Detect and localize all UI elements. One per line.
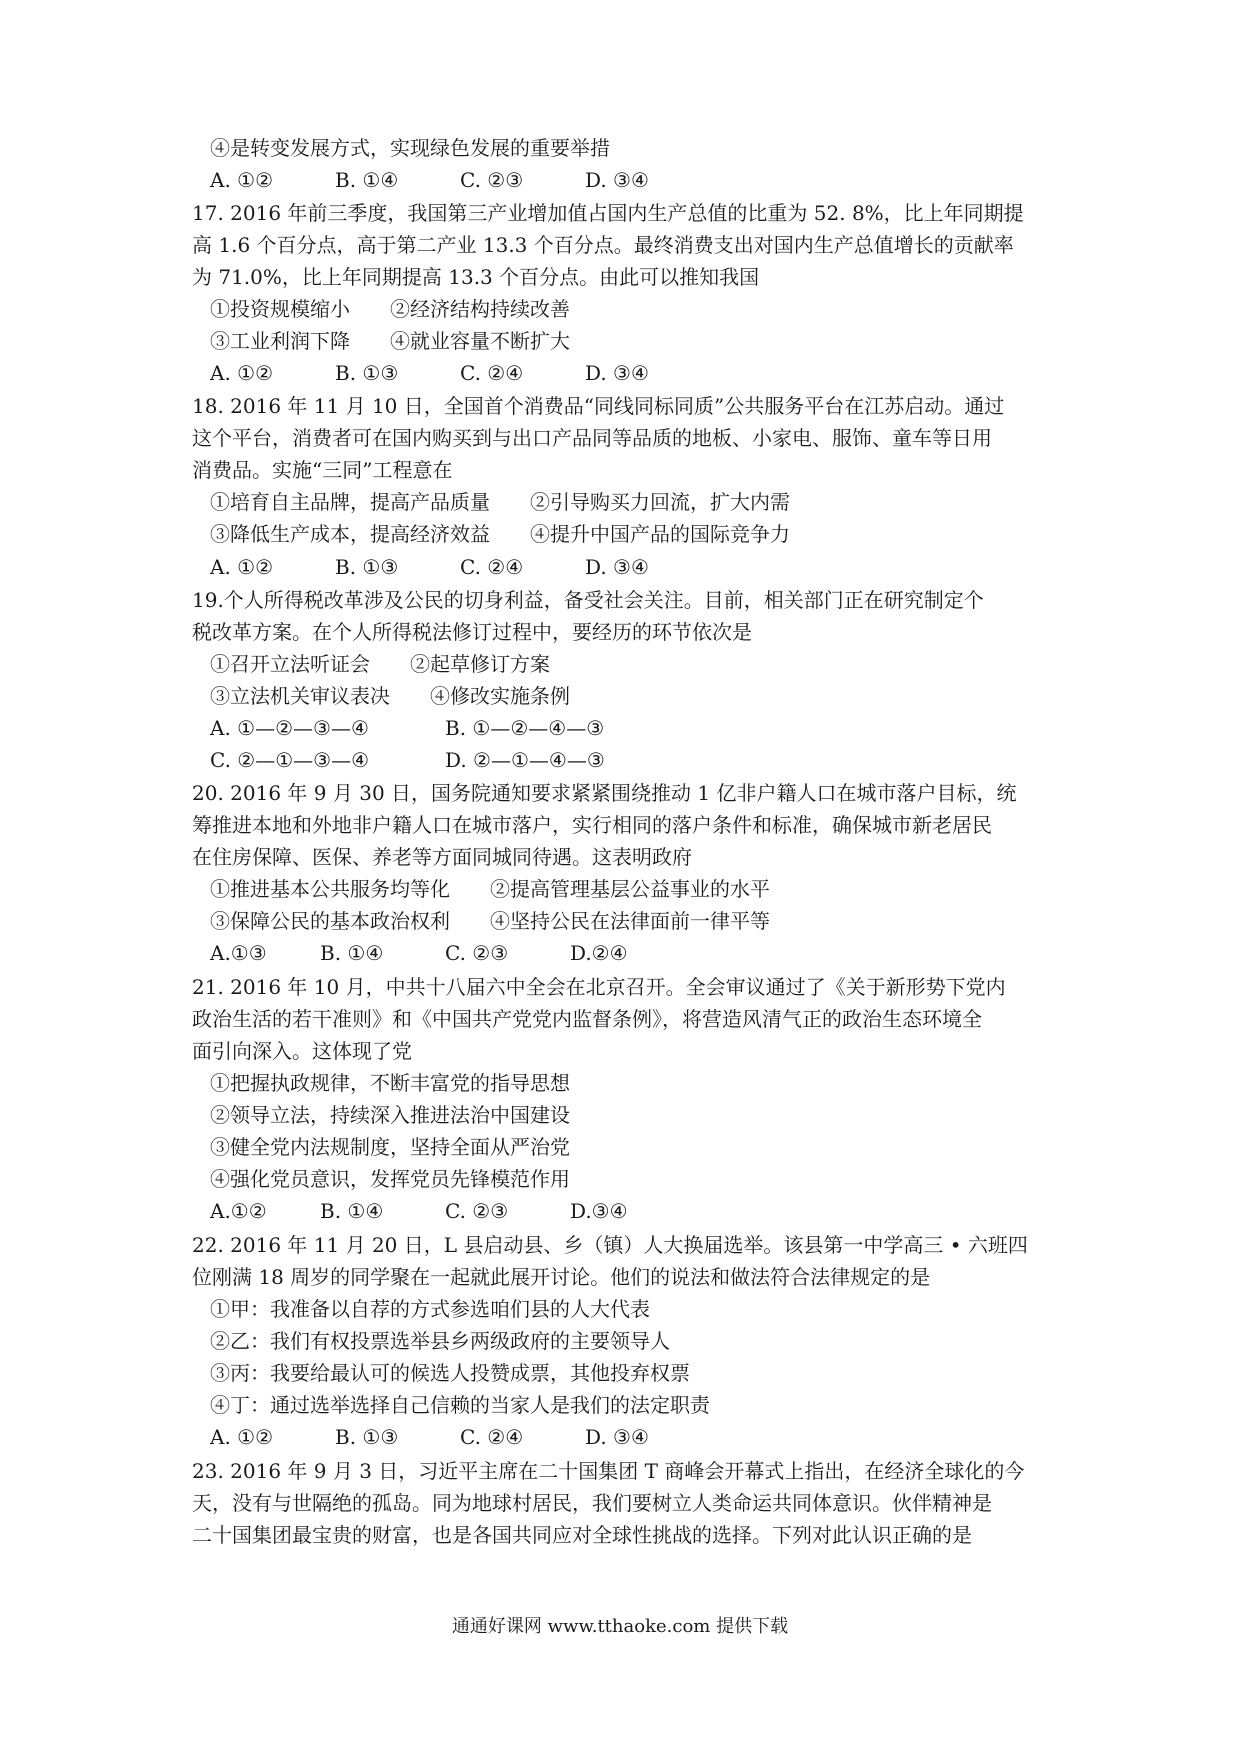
q20-statements-1: ①推进基本公共服务均等化 ②提高管理基层公益事业的水平: [210, 877, 770, 901]
q21-statement-2: ②领导立法，持续深入推进法治中国建设: [210, 1103, 570, 1127]
q18-stem-line-3: 消费品。实施“三同”工程意在: [192, 458, 453, 482]
q20-stem-line-2: 筹推进本地和外地非户籍人口在城市落户，实行相同的落户条件和标准，确保城市新老居民: [192, 813, 992, 837]
q17-stem-line-1: 17. 2016 年前三季度，我国第三产业增加值占国内生产总值的比重为 52. 8%，比上年同期提: [192, 201, 1024, 225]
q22-statement-4: ④丁：通过选举选择自己信赖的当家人是我们的法定职责: [210, 1393, 710, 1417]
q21-choice-b: B. ①④: [320, 1199, 384, 1223]
q19-statements-2: ③立法机关审议表决 ④修改实施条例: [210, 684, 570, 708]
q21-statement-4: ④强化党员意识，发挥党员先锋模范作用: [210, 1167, 570, 1191]
q22-stem-line-1: 22. 2016 年 11 月 20 日，L 县启动县、乡（镇）人大换届选举。该县第一中学高三 • 六班四: [192, 1233, 1028, 1257]
q18-choice-a: A. ①②: [210, 555, 274, 579]
q16-choice-c: C. ②③: [460, 168, 524, 192]
q22-statement-3: ③丙：我要给最认可的候选人投赞成票，其他投弃权票: [210, 1361, 690, 1385]
q19-choice-b: B. ①—②—④—③: [445, 716, 605, 740]
q16-choice-b: B. ①④: [335, 168, 399, 192]
q20-choice-c: C. ②③: [445, 941, 509, 965]
q17-choice-a: A. ①②: [210, 361, 274, 385]
q18-choice-d: D. ③④: [585, 555, 649, 579]
q20-choice-a: A.①③: [210, 941, 267, 965]
q22-choice-c: C. ②④: [460, 1425, 524, 1449]
q21-statement-1: ①把握执政规律，不断丰富党的指导思想: [210, 1071, 570, 1095]
q22-choice-a: A. ①②: [210, 1425, 274, 1449]
q21-statement-3: ③健全党内法规制度，坚持全面从严治党: [210, 1135, 570, 1159]
q22-choice-b: B. ①③: [335, 1425, 399, 1449]
page-footer: 通通好课网 www.tthaoke.com 提供下载: [451, 1616, 789, 1637]
q23-stem-line-1: 23. 2016 年 9 月 3 日，习近平主席在二十国集团 T 商峰会开幕式上指出，在经济全球化的今: [192, 1459, 1025, 1483]
q17-statements-1: ①投资规模缩小 ②经济结构持续改善: [210, 297, 570, 321]
q22-statement-2: ②乙：我们有权投票选举县乡两级政府的主要领导人: [210, 1329, 670, 1353]
q22-choice-d: D. ③④: [585, 1425, 649, 1449]
q23-stem-line-2: 天，没有与世隔绝的孤岛。同为地球村居民，我们要树立人类命运共同体意识。伙伴精神是: [192, 1491, 992, 1515]
q20-statements-2: ③保障公民的基本政治权利 ④坚持公民在法律面前一律平等: [210, 909, 770, 933]
q17-statements-2: ③工业利润下降 ④就业容量不断扩大: [210, 329, 570, 353]
q21-choice-a: A.①②: [210, 1199, 267, 1223]
q21-choice-c: C. ②③: [445, 1199, 509, 1223]
q17-stem-line-3: 为 71.0%，比上年同期提高 13.3 个百分点。由此可以推知我国: [192, 265, 760, 289]
q23-stem-line-3: 二十国集团最宝贵的财富，也是各国共同应对全球性挑战的选择。下列对此认识正确的是: [192, 1523, 972, 1547]
q19-choice-c: C. ②—①—③—④: [210, 748, 370, 772]
q20-stem-line-1: 20. 2016 年 9 月 30 日，国务院通知要求紧紧围绕推动 1 亿非户籍人口在城市落户目标，统: [192, 781, 1017, 805]
q18-statements-2: ③降低生产成本，提高经济效益 ④提升中国产品的国际竞争力: [210, 522, 790, 546]
q19-stem-line-1: 19.个人所得税改革涉及公民的切身利益，备受社会关注。目前，相关部门正在研究制定个: [192, 588, 984, 612]
q19-stem-line-2: 税改革方案。在个人所得税法修订过程中，要经历的环节依次是: [192, 620, 752, 644]
q19-choice-d: D. ②—①—④—③: [445, 748, 605, 772]
q17-choice-d: D. ③④: [585, 361, 649, 385]
q21-stem-line-3: 面引向深入。这体现了党: [192, 1039, 412, 1063]
q18-stem-line-2: 这个平台，消费者可在国内购买到与出口产品同等品质的地板、小家电、服饰、童车等日用: [192, 426, 992, 450]
q18-choice-b: B. ①③: [335, 555, 399, 579]
q17-stem-line-2: 高 1.6 个百分点，高于第二产业 13.3 个百分点。最终消费支出对国内生产总值增长的贡献率: [192, 233, 1014, 257]
q16-choice-d: D. ③④: [585, 168, 649, 192]
q22-stem-line-2: 位刚满 18 周岁的同学聚在一起就此展开讨论。他们的说法和做法符合法律规定的是: [192, 1265, 931, 1289]
q20-choice-b: B. ①④: [320, 941, 384, 965]
q18-stem-line-1: 18. 2016 年 11 月 10 日，全国首个消费品“同线同标同质”公共服务平台在江苏启动。通过: [192, 394, 1005, 418]
q20-choice-d: D.②④: [570, 941, 628, 965]
q22-statement-1: ①甲：我准备以自荐的方式参选咱们县的人大代表: [210, 1297, 650, 1321]
q21-stem-line-1: 21. 2016 年 10 月，中共十八届六中全会在北京召开。全会审议通过了《关于新形势下党内: [192, 975, 1006, 999]
q17-choice-b: B. ①③: [335, 361, 399, 385]
q21-choice-d: D.③④: [570, 1199, 628, 1223]
q17-choice-c: C. ②④: [460, 361, 524, 385]
q20-stem-line-3: 在住房保障、医保、养老等方面同城同待遇。这表明政府: [192, 845, 692, 869]
q21-stem-line-2: 政治生活的若干准则》和《中国共产党党内监督条例》，将营造风清气正的政治生态环境全: [192, 1007, 982, 1031]
q19-choice-a: A. ①—②—③—④: [210, 716, 369, 740]
q18-choice-c: C. ②④: [460, 555, 524, 579]
q16-option-line-4: ④是转变发展方式，实现绿色发展的重要举措: [210, 136, 610, 160]
q16-choice-a: A. ①②: [210, 168, 274, 192]
q19-statements-1: ①召开立法听证会 ②起草修订方案: [210, 652, 550, 676]
q18-statements-1: ①培育自主品牌，提高产品质量 ②引导购买力回流，扩大内需: [210, 490, 790, 514]
